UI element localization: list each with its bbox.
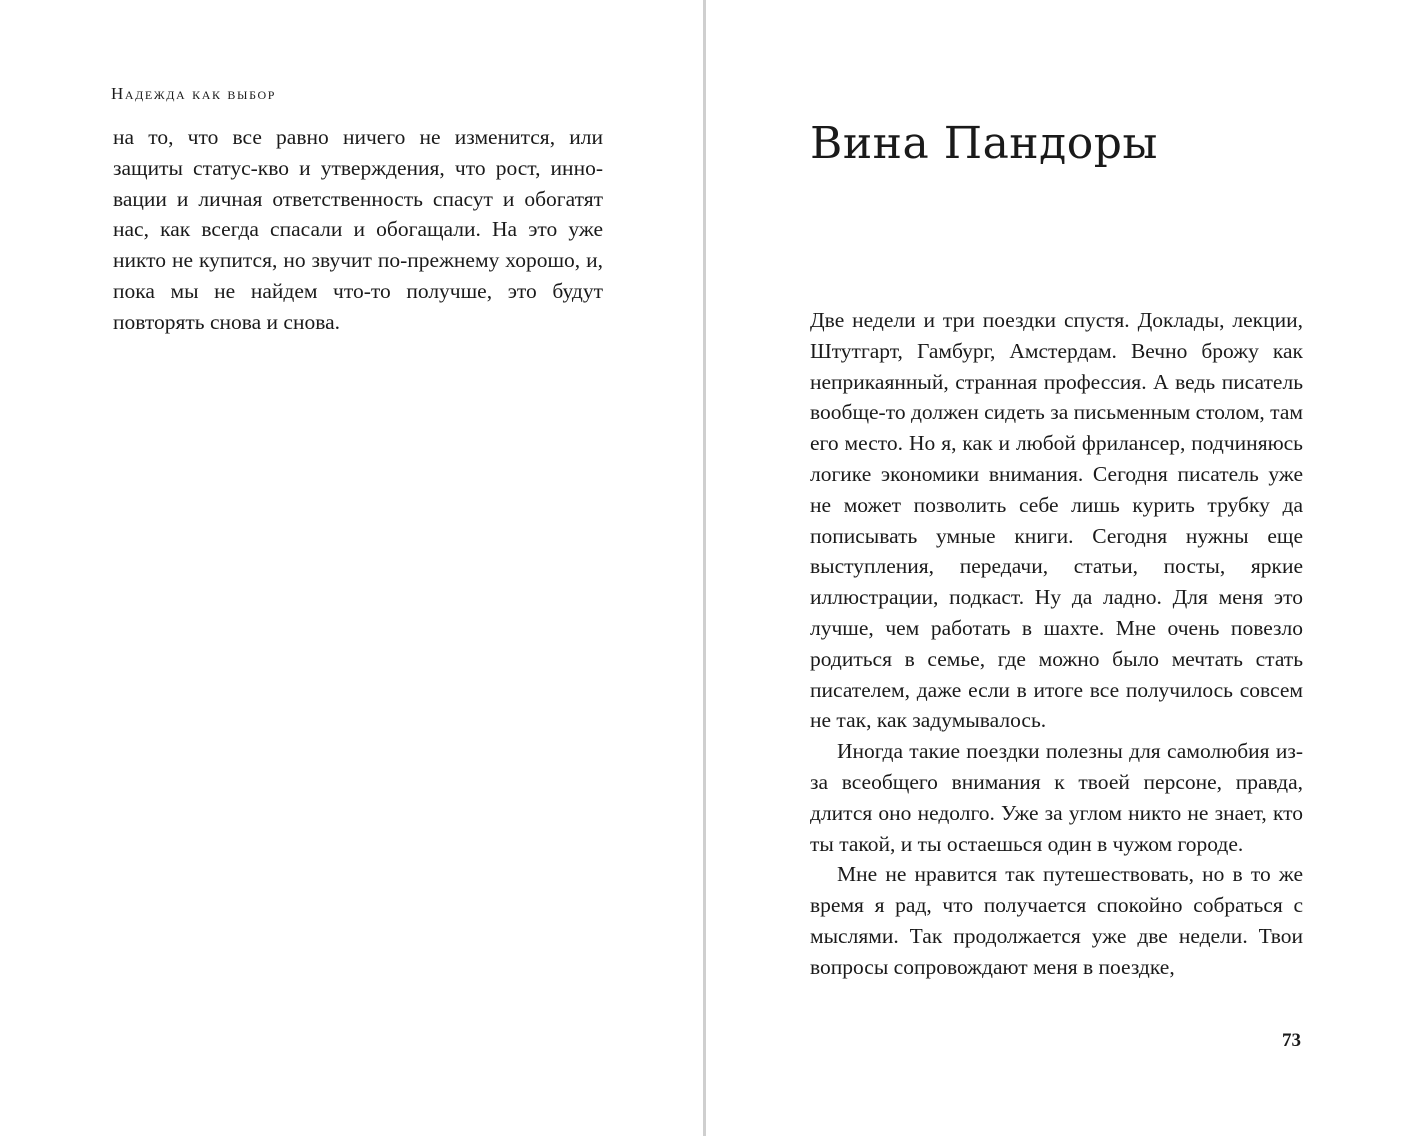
left-page	[0, 0, 703, 1136]
body-paragraph: Две недели и три поездки спустя. Доклады, лекции, Штутгарт, Гамбург, Амстердам. Вечно брожу как неприкаянный, странная профессия. А ведь писатель вообще-то должен сидеть за письменным столом, там его место. Но я, как и любой фрилансер, подчиняюсь логике экономики внимания. Сегодня писатель уже не может позволить себе лишь курить трубку да пописывать умные книги. Сегодня нужны еще выступления, передачи, статьи, посты, яркие иллюстрации, подкаст. Ну да ладно. Для меня это лучше, чем работать в шахте. Мне очень повезло родиться в семье, где можно было мечтать стать писателем, даже если в итоге все получилось совсем не так, как задумывалось.	[810, 308, 1303, 733]
body-paragraph: на то, что все равно ничего не изменится, или защиты статус-кво и утверждения, что рост, инновации и личная ответственность спасут и обогатят нас, как всегда спасали и обогащали. На это уже никто не купится, но звучит по-прежнему хорошо, и, пока мы не найдем что-то получше, это будут повторять снова и снова.	[113, 125, 603, 334]
right-page	[706, 0, 1410, 1136]
right-page-body	[810, 305, 1303, 983]
body-paragraph: Мне не нравится так путешествовать, но в то же время я рад, что получается спокойно собраться с мыслями. Так продолжается уже две недели. Твои вопросы сопровождают меня в поездке,	[810, 862, 1303, 979]
running-head: Надежда как выбор	[111, 84, 277, 103]
chapter-title: Вина Пандоры	[810, 118, 1158, 169]
body-paragraph: Иногда такие поездки полезны для самолюбия из-за всеобщего внимания к твоей персоне, правда, длится оно недолго. Уже за углом никто не знает, кто ты такой, и ты остаешься один в чужом городе.	[810, 739, 1303, 856]
left-page-body	[113, 122, 603, 338]
page-number: 73	[1282, 1030, 1301, 1051]
